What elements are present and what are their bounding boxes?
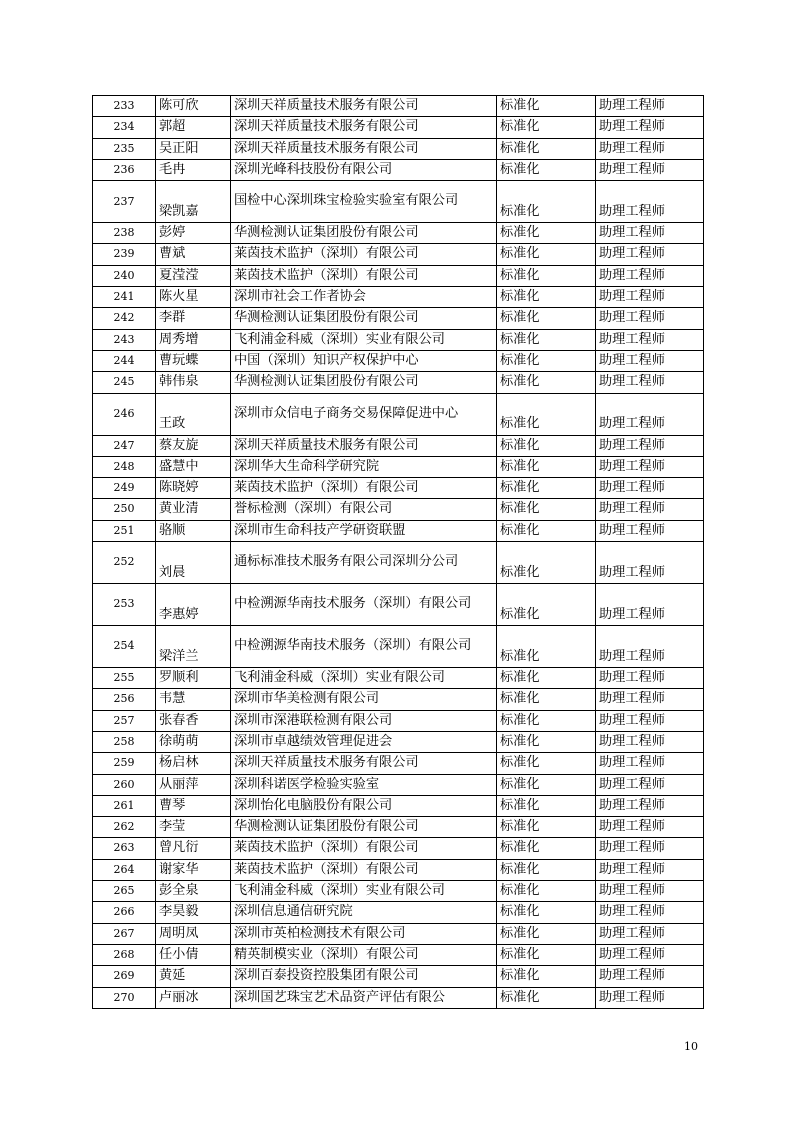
row-number: 267 — [93, 923, 156, 944]
person-name: 卢丽冰 — [156, 987, 231, 1008]
specialty: 标准化 — [497, 499, 596, 520]
organization-name: 飞利浦金科威（深圳）实业有限公司 — [231, 881, 497, 902]
specialty: 标准化 — [497, 159, 596, 180]
organization-name: 莱茵技术监护（深圳）有限公司 — [231, 265, 497, 286]
title-level: 助理工程师 — [596, 329, 704, 350]
person-name: 陈可欣 — [156, 96, 231, 117]
specialty: 标准化 — [497, 181, 596, 223]
person-name: 彭婷 — [156, 223, 231, 244]
title-level: 助理工程师 — [596, 96, 704, 117]
title-level: 助理工程师 — [596, 393, 704, 435]
person-name: 谢家华 — [156, 859, 231, 880]
table-row — [93, 520, 704, 541]
organization-name: 深圳市社会工作者协会 — [231, 287, 497, 308]
row-number: 237 — [93, 181, 156, 223]
title-level: 助理工程师 — [596, 987, 704, 1008]
specialty: 标准化 — [497, 966, 596, 987]
specialty: 标准化 — [497, 96, 596, 117]
specialty: 标准化 — [497, 795, 596, 816]
person-name: 曾凡衍 — [156, 838, 231, 859]
row-number: 243 — [93, 329, 156, 350]
specialty: 标准化 — [497, 117, 596, 138]
specialty: 标准化 — [497, 435, 596, 456]
organization-name: 飞利浦金科威（深圳）实业有限公司 — [231, 329, 497, 350]
row-number: 245 — [93, 372, 156, 393]
specialty: 标准化 — [497, 244, 596, 265]
organization-name: 深圳天祥质量技术服务有限公司 — [231, 435, 497, 456]
row-number: 236 — [93, 159, 156, 180]
row-number: 261 — [93, 795, 156, 816]
specialty: 标准化 — [497, 138, 596, 159]
title-level: 助理工程师 — [596, 944, 704, 965]
title-level: 助理工程师 — [596, 838, 704, 859]
row-number: 263 — [93, 838, 156, 859]
organization-name: 深圳百泰投资控股集团有限公司 — [231, 966, 497, 987]
title-level: 助理工程师 — [596, 159, 704, 180]
title-level: 助理工程师 — [596, 181, 704, 223]
person-name: 曹琴 — [156, 795, 231, 816]
person-name: 毛冉 — [156, 159, 231, 180]
row-number: 259 — [93, 753, 156, 774]
specialty: 标准化 — [497, 265, 596, 286]
person-name: 曹玩蝶 — [156, 350, 231, 371]
specialty: 标准化 — [497, 987, 596, 1008]
table-row — [93, 181, 704, 223]
row-number: 266 — [93, 902, 156, 923]
table-row — [93, 96, 704, 117]
table-row — [93, 881, 704, 902]
specialty: 标准化 — [497, 308, 596, 329]
table-row — [93, 689, 704, 710]
specialty: 标准化 — [497, 881, 596, 902]
organization-name: 深圳天祥质量技术服务有限公司 — [231, 117, 497, 138]
row-number: 246 — [93, 393, 156, 435]
row-number: 268 — [93, 944, 156, 965]
organization-name: 深圳信息通信研究院 — [231, 902, 497, 923]
table-row — [93, 329, 704, 350]
table-row — [93, 372, 704, 393]
specialty: 标准化 — [497, 329, 596, 350]
organization-name: 中检溯源华南技术服务（深圳）有限公司 — [231, 626, 497, 668]
organization-name: 深圳光峰科技股份有限公司 — [231, 159, 497, 180]
table-row — [93, 456, 704, 477]
row-number: 248 — [93, 456, 156, 477]
person-name: 刘晨 — [156, 542, 231, 584]
title-level: 助理工程师 — [596, 223, 704, 244]
organization-name: 华测检测认证集团股份有限公司 — [231, 817, 497, 838]
organization-name: 深圳天祥质量技术服务有限公司 — [231, 138, 497, 159]
person-name: 曹斌 — [156, 244, 231, 265]
organization-name: 深圳天祥质量技术服务有限公司 — [231, 753, 497, 774]
person-name: 梁洋兰 — [156, 626, 231, 668]
table-row — [93, 584, 704, 626]
row-number: 258 — [93, 731, 156, 752]
title-level: 助理工程师 — [596, 350, 704, 371]
organization-name: 莱茵技术监护（深圳）有限公司 — [231, 478, 497, 499]
title-level: 助理工程师 — [596, 774, 704, 795]
organization-name: 深圳科诺医学检验实验室 — [231, 774, 497, 795]
row-number: 241 — [93, 287, 156, 308]
organization-name: 深圳天祥质量技术服务有限公司 — [231, 96, 497, 117]
row-number: 234 — [93, 117, 156, 138]
table-row — [93, 731, 704, 752]
title-level: 助理工程师 — [596, 923, 704, 944]
title-level: 助理工程师 — [596, 520, 704, 541]
table-row — [93, 393, 704, 435]
table-row — [93, 244, 704, 265]
organization-name: 深圳市众信电子商务交易保障促进中心 — [231, 393, 497, 435]
table-row — [93, 499, 704, 520]
person-name: 从丽萍 — [156, 774, 231, 795]
title-level: 助理工程师 — [596, 244, 704, 265]
person-name: 黄延 — [156, 966, 231, 987]
table-row — [93, 859, 704, 880]
organization-name: 深圳华大生命科学研究院 — [231, 456, 497, 477]
specialty: 标准化 — [497, 753, 596, 774]
specialty: 标准化 — [497, 731, 596, 752]
organization-name: 中检溯源华南技术服务（深圳）有限公司 — [231, 584, 497, 626]
table-row — [93, 944, 704, 965]
table-row — [93, 159, 704, 180]
title-level: 助理工程师 — [596, 859, 704, 880]
organization-name: 深圳市英柏检测技术有限公司 — [231, 923, 497, 944]
organization-name: 华测检测认证集团股份有限公司 — [231, 308, 497, 329]
title-level: 助理工程师 — [596, 287, 704, 308]
table-row — [93, 478, 704, 499]
organization-name: 深圳怡化电脑股份有限公司 — [231, 795, 497, 816]
row-number: 251 — [93, 520, 156, 541]
person-name: 夏滢滢 — [156, 265, 231, 286]
page-number: 10 — [684, 1040, 698, 1053]
title-level: 助理工程师 — [596, 817, 704, 838]
roster-body — [93, 96, 704, 1009]
organization-name: 莱茵技术监护（深圳）有限公司 — [231, 859, 497, 880]
row-number: 252 — [93, 542, 156, 584]
organization-name: 深圳市卓越绩效管理促进会 — [231, 731, 497, 752]
table-row — [93, 753, 704, 774]
row-number: 254 — [93, 626, 156, 668]
title-level: 助理工程师 — [596, 753, 704, 774]
title-level: 助理工程师 — [596, 902, 704, 923]
table-row — [93, 817, 704, 838]
table-row — [93, 902, 704, 923]
table-row — [93, 542, 704, 584]
row-number: 260 — [93, 774, 156, 795]
specialty: 标准化 — [497, 902, 596, 923]
specialty: 标准化 — [497, 520, 596, 541]
person-name: 韦慧 — [156, 689, 231, 710]
person-name: 蔡友旋 — [156, 435, 231, 456]
row-number: 235 — [93, 138, 156, 159]
title-level: 助理工程师 — [596, 795, 704, 816]
table-row — [93, 287, 704, 308]
organization-name: 精英制模实业（深圳）有限公司 — [231, 944, 497, 965]
organization-name: 华测检测认证集团股份有限公司 — [231, 223, 497, 244]
title-level: 助理工程师 — [596, 435, 704, 456]
title-level: 助理工程师 — [596, 372, 704, 393]
person-name: 杨启林 — [156, 753, 231, 774]
table-row — [93, 117, 704, 138]
title-level: 助理工程师 — [596, 689, 704, 710]
person-name: 任小倩 — [156, 944, 231, 965]
person-name: 彭全泉 — [156, 881, 231, 902]
organization-name: 深圳市华美检测有限公司 — [231, 689, 497, 710]
person-name: 骆顺 — [156, 520, 231, 541]
specialty: 标准化 — [497, 668, 596, 689]
title-level: 助理工程师 — [596, 478, 704, 499]
row-number: 250 — [93, 499, 156, 520]
organization-name: 深圳市生命科技产学研资联盟 — [231, 520, 497, 541]
organization-name: 国检中心深圳珠宝检验实验室有限公司 — [231, 181, 497, 223]
row-number: 239 — [93, 244, 156, 265]
table-row — [93, 265, 704, 286]
table-row — [93, 626, 704, 668]
specialty: 标准化 — [497, 838, 596, 859]
title-level: 助理工程师 — [596, 731, 704, 752]
table-row — [93, 987, 704, 1008]
table-row — [93, 774, 704, 795]
specialty: 标准化 — [497, 542, 596, 584]
title-level: 助理工程师 — [596, 456, 704, 477]
person-name: 徐萌萌 — [156, 731, 231, 752]
row-number: 257 — [93, 710, 156, 731]
table-row — [93, 838, 704, 859]
title-level: 助理工程师 — [596, 668, 704, 689]
title-level: 助理工程师 — [596, 881, 704, 902]
organization-name: 深圳市深港联检测有限公司 — [231, 710, 497, 731]
row-number: 233 — [93, 96, 156, 117]
title-level: 助理工程师 — [596, 117, 704, 138]
table-row — [93, 923, 704, 944]
table-row — [93, 435, 704, 456]
table-row — [93, 223, 704, 244]
person-name: 张春香 — [156, 710, 231, 731]
person-name: 韩伟泉 — [156, 372, 231, 393]
title-level: 助理工程师 — [596, 265, 704, 286]
person-name: 李群 — [156, 308, 231, 329]
row-number: 242 — [93, 308, 156, 329]
specialty: 标准化 — [497, 774, 596, 795]
row-number: 265 — [93, 881, 156, 902]
specialty: 标准化 — [497, 859, 596, 880]
specialty: 标准化 — [497, 350, 596, 371]
row-number: 253 — [93, 584, 156, 626]
table-row — [93, 308, 704, 329]
organization-name: 华测检测认证集团股份有限公司 — [231, 372, 497, 393]
title-level: 助理工程师 — [596, 966, 704, 987]
specialty: 标准化 — [497, 923, 596, 944]
person-name: 黄业清 — [156, 499, 231, 520]
title-level: 助理工程师 — [596, 308, 704, 329]
specialty: 标准化 — [497, 478, 596, 499]
title-level: 助理工程师 — [596, 584, 704, 626]
row-number: 240 — [93, 265, 156, 286]
row-number: 244 — [93, 350, 156, 371]
specialty: 标准化 — [497, 584, 596, 626]
row-number: 256 — [93, 689, 156, 710]
specialty: 标准化 — [497, 944, 596, 965]
person-name: 罗顺利 — [156, 668, 231, 689]
table-row — [93, 350, 704, 371]
table-row — [93, 710, 704, 731]
title-level: 助理工程师 — [596, 626, 704, 668]
person-name: 陈晓婷 — [156, 478, 231, 499]
table-row — [93, 668, 704, 689]
specialty: 标准化 — [497, 456, 596, 477]
table-row — [93, 138, 704, 159]
specialty: 标准化 — [497, 710, 596, 731]
title-level: 助理工程师 — [596, 542, 704, 584]
person-name: 盛慧中 — [156, 456, 231, 477]
organization-name: 誉标检测（深圳）有限公司 — [231, 499, 497, 520]
row-number: 255 — [93, 668, 156, 689]
person-name: 郭超 — [156, 117, 231, 138]
specialty: 标准化 — [497, 689, 596, 710]
roster-table — [92, 95, 704, 1009]
person-name: 周明凤 — [156, 923, 231, 944]
organization-name: 飞利浦金科威（深圳）实业有限公司 — [231, 668, 497, 689]
organization-name: 深圳国艺珠宝艺术品资产评估有限公 — [231, 987, 497, 1008]
person-name: 周秀增 — [156, 329, 231, 350]
title-level: 助理工程师 — [596, 138, 704, 159]
specialty: 标准化 — [497, 817, 596, 838]
person-name: 李昊毅 — [156, 902, 231, 923]
row-number: 269 — [93, 966, 156, 987]
table-row — [93, 795, 704, 816]
organization-name: 莱茵技术监护（深圳）有限公司 — [231, 838, 497, 859]
specialty: 标准化 — [497, 393, 596, 435]
person-name: 李莹 — [156, 817, 231, 838]
title-level: 助理工程师 — [596, 499, 704, 520]
row-number: 247 — [93, 435, 156, 456]
specialty: 标准化 — [497, 626, 596, 668]
person-name: 梁凯嘉 — [156, 181, 231, 223]
person-name: 王政 — [156, 393, 231, 435]
organization-name: 通标标准技术服务有限公司深圳分公司 — [231, 542, 497, 584]
table-row — [93, 966, 704, 987]
organization-name: 中国（深圳）知识产权保护中心 — [231, 350, 497, 371]
row-number: 262 — [93, 817, 156, 838]
specialty: 标准化 — [497, 223, 596, 244]
row-number: 238 — [93, 223, 156, 244]
row-number: 270 — [93, 987, 156, 1008]
person-name: 吴正阳 — [156, 138, 231, 159]
specialty: 标准化 — [497, 372, 596, 393]
person-name: 李惠婷 — [156, 584, 231, 626]
row-number: 249 — [93, 478, 156, 499]
row-number: 264 — [93, 859, 156, 880]
title-level: 助理工程师 — [596, 710, 704, 731]
person-name: 陈火星 — [156, 287, 231, 308]
specialty: 标准化 — [497, 287, 596, 308]
organization-name: 莱茵技术监护（深圳）有限公司 — [231, 244, 497, 265]
